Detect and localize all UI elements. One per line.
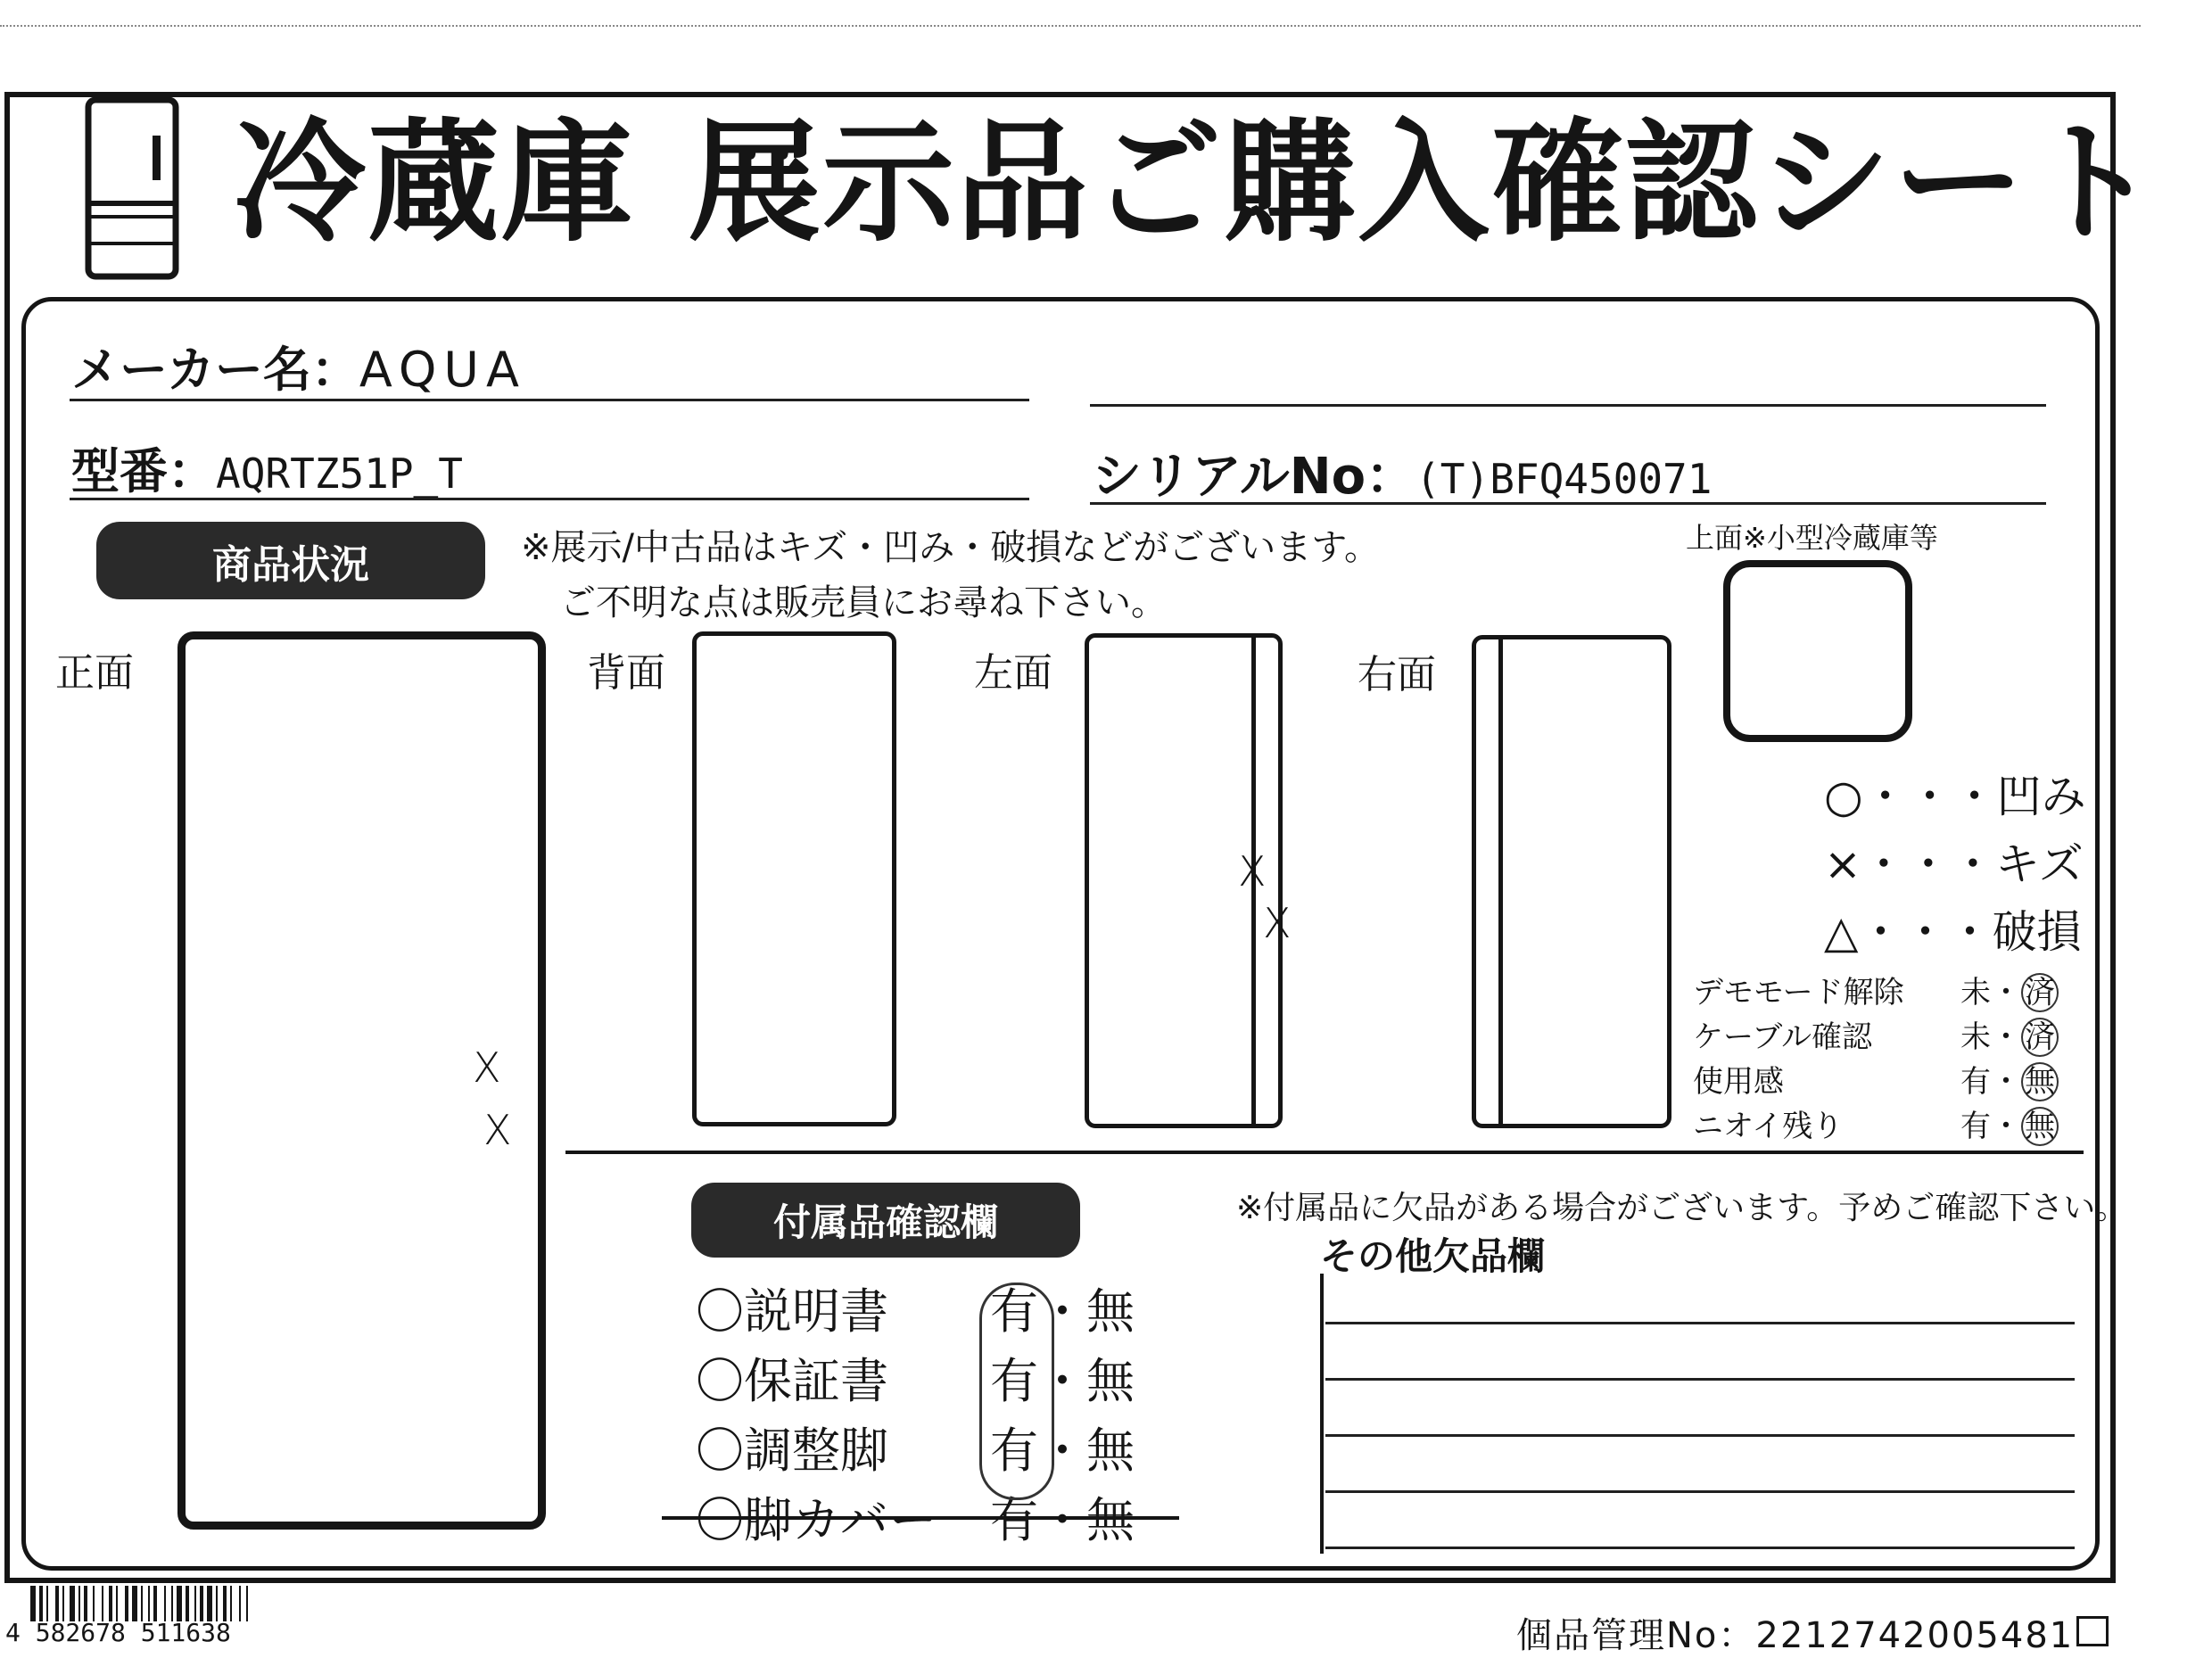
left-damage-mark: X bbox=[1263, 899, 1292, 947]
check-row bbox=[1693, 1104, 2055, 1149]
top-view-note: ※小型冷蔵庫等 bbox=[1743, 521, 1938, 555]
condition-note-2: ご不明な点は販売員にお尋ね下さい。 bbox=[560, 582, 1167, 623]
serial-label: シリアルNo： bbox=[1092, 448, 1416, 506]
check-label: ニオイ残り bbox=[1693, 1109, 1844, 1144]
maker-value: AQUA bbox=[359, 342, 526, 398]
other-missing-line[interactable] bbox=[1325, 1378, 2075, 1381]
condition-note-1: ※展示/中古品はキズ・凹み・破損などがございます。 bbox=[521, 527, 1380, 568]
status-checks bbox=[1693, 970, 2055, 1149]
front-damage-mark: X bbox=[483, 1106, 512, 1154]
legend-dent: ○・・・凹み bbox=[1824, 771, 2086, 822]
control-checkbox[interactable] bbox=[2076, 1616, 2109, 1646]
check-row bbox=[1693, 1060, 2055, 1104]
other-missing-bracket bbox=[1320, 1274, 1324, 1554]
control-number: 個品管理No：2212742005481 bbox=[1516, 1615, 2075, 1656]
back-view-box[interactable] bbox=[692, 631, 896, 1126]
check-row bbox=[1693, 1015, 2055, 1060]
accessory-label: 〇説明書 bbox=[696, 1283, 888, 1340]
front-damage-mark: X bbox=[473, 1043, 501, 1092]
section-divider bbox=[565, 1151, 2084, 1154]
accessory-row bbox=[696, 1277, 1135, 1347]
maker-label: メーカー名： bbox=[71, 342, 359, 398]
right-view-label: 右面 bbox=[1358, 652, 1436, 697]
model-label: 型番： bbox=[71, 443, 216, 499]
check-option[interactable]: 有・ 無 bbox=[1960, 1060, 2059, 1104]
title-category: 冷蔵庫 bbox=[234, 106, 635, 260]
model-field bbox=[71, 433, 463, 502]
handwritten-selection-loop bbox=[979, 1283, 1054, 1500]
barcode bbox=[30, 1586, 316, 1621]
check-label: デモモード解除 bbox=[1693, 975, 1904, 1010]
check-option[interactable]: 未・ 済 bbox=[1960, 1015, 2059, 1060]
other-missing-line[interactable] bbox=[1325, 1547, 2075, 1549]
left-damage-mark: X bbox=[1238, 847, 1267, 895]
sheet-title bbox=[234, 107, 2160, 259]
accessory-label: 〇脚カバー bbox=[696, 1492, 937, 1548]
selected-option-circle: 済 bbox=[2021, 1018, 2059, 1057]
front-view-label: 正面 bbox=[55, 650, 134, 696]
barcode-digits: 4 582678 511638 bbox=[5, 1618, 231, 1647]
maker-underline bbox=[70, 399, 1029, 401]
legend-broken: △・・・破損 bbox=[1824, 906, 2082, 958]
accessory-row bbox=[696, 1416, 1135, 1486]
check-option[interactable]: 有・ 無 bbox=[1960, 1104, 2059, 1149]
accessory-options[interactable]: 有・無 bbox=[990, 1423, 1135, 1479]
serial-field bbox=[1092, 437, 1712, 508]
scan-edge-line bbox=[0, 25, 2141, 27]
title-main: 展示品ご購入確認シート bbox=[689, 106, 2160, 260]
selected-option-circle: 無 bbox=[2021, 1062, 2059, 1101]
accessory-label: 〇調整脚 bbox=[696, 1423, 888, 1479]
selected-option-circle: 済 bbox=[2021, 973, 2059, 1012]
selected-option-circle: 無 bbox=[2021, 1107, 2059, 1146]
other-missing-line[interactable] bbox=[1325, 1322, 2075, 1324]
condition-header: 商品状況 bbox=[96, 522, 485, 599]
accessory-label: 〇保証書 bbox=[696, 1353, 888, 1409]
other-missing-line[interactable] bbox=[1325, 1434, 2075, 1437]
accessory-row bbox=[696, 1347, 1135, 1416]
model-value: AQRTZ51P_T bbox=[216, 450, 463, 498]
top-view-box[interactable] bbox=[1723, 560, 1912, 742]
top-view-label bbox=[1686, 516, 1938, 557]
accessory-list bbox=[696, 1277, 1135, 1555]
serial-value: (T)BFQ450071 bbox=[1416, 455, 1713, 503]
top-view-name: 上面 bbox=[1686, 521, 1744, 555]
damage-legend bbox=[1824, 763, 2086, 966]
back-view-label: 背面 bbox=[587, 650, 665, 696]
accessories-header: 付属品確認欄 bbox=[691, 1183, 1080, 1258]
other-missing-header: その他欠品欄 bbox=[1320, 1234, 1546, 1278]
right-view-door-edge bbox=[1498, 637, 1503, 1126]
strike-through-line bbox=[662, 1516, 1179, 1520]
maker-field bbox=[71, 332, 526, 400]
blank-underline bbox=[1090, 404, 2046, 407]
legend-scratch: ×・・・キズ bbox=[1824, 838, 2084, 890]
accessory-options[interactable]: 有・無 bbox=[990, 1353, 1135, 1409]
left-view-label: 左面 bbox=[974, 650, 1052, 696]
check-label: ケーブル確認 bbox=[1693, 1019, 1872, 1055]
refrigerator-icon bbox=[85, 96, 183, 284]
serial-underline bbox=[1090, 502, 2046, 505]
accessories-note: ※付属品に欠品がある場合がございます。予めご確認下さい。 bbox=[1236, 1190, 2128, 1226]
check-label: 使用感 bbox=[1693, 1064, 1784, 1100]
accessory-row bbox=[696, 1486, 1135, 1555]
accessory-options[interactable]: 有・無 bbox=[990, 1492, 1135, 1548]
model-underline bbox=[70, 498, 1029, 500]
check-row bbox=[1693, 970, 2055, 1015]
other-missing-line[interactable] bbox=[1325, 1490, 2075, 1493]
accessory-options[interactable]: 有・無 bbox=[990, 1283, 1135, 1340]
check-option[interactable]: 未・ 済 bbox=[1960, 970, 2059, 1015]
